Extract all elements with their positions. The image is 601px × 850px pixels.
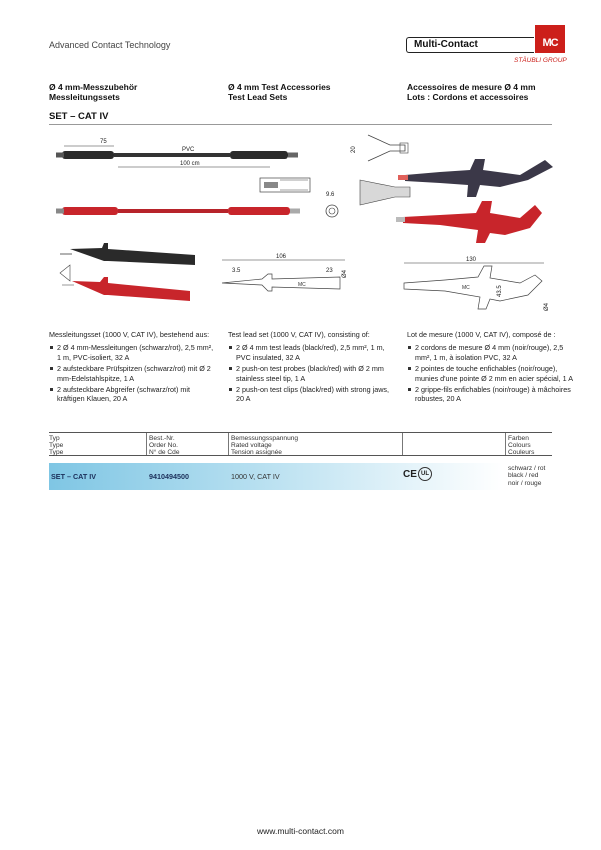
dim-clip-diameter: Ø4 [544,302,550,311]
row-colour-de: schwarz / rot [508,465,546,472]
col-divider [505,433,506,455]
description-de [49,330,217,406]
dim-probe-diameter: Ø4 [342,269,348,278]
title-en-line2: Test Lead Sets [228,92,288,102]
set-title: SET – CAT IV [49,111,109,122]
col-voltage-de: Bemessungsspannung [231,435,299,442]
description-fr-item: 2 pointes de touche enfichables (noir/rouge), munies d'une pointe Ø 2 mm en acier spécial, 1 A [407,364,575,383]
description-de-item: 2 aufsteckbare Abgreifer (schwarz/rot) mit kräftigen Klauen, 20 A [49,385,217,404]
col-order [149,435,180,457]
col-order-en: Order No. [149,442,178,450]
col-colours-en: Colours [508,442,531,450]
description-en-intro: Test lead set (1000 V, CAT IV), consisting of: [228,330,370,339]
dim-clip-width: 43.5 [497,285,503,297]
dim-probe-length: 106 [276,254,287,260]
description-en-item: 2 push-on test probes (black/red) with Ø 2 mm stainless steel tip, 1 A [228,364,396,383]
col-type-de: Typ [49,435,60,442]
dim-lead-length: 75 [100,139,107,145]
probe-drawing [222,254,348,291]
title-de-line1: Ø 4 mm-Messzubehör [49,82,138,92]
title-en [228,82,331,102]
red-test-lead [56,207,300,215]
col-order-fr: N° de Cde [149,449,180,457]
row-voltage: 1000 V, CAT IV [231,472,280,481]
title-fr-line1: Accessoires de mesure Ø 4 mm [407,82,536,92]
description-en [228,330,396,406]
clip-mc-mark: MC [462,285,470,291]
black-test-clip [398,159,553,197]
footer-url[interactable]: www.multi-contact.com [257,826,344,836]
dim-plug: 9.6 [326,192,335,198]
col-order-de: Best.-Nr. [149,435,175,442]
row-order-number: 9410494500 [149,472,189,481]
dim-probe-grip: 23 [326,268,333,274]
description-de-item: 2 aufsteckbare Prüfspitzen (schwarz/rot) mit Ø 2 mm-Edelstahlspitze, 1 A [49,364,217,383]
dim-clip-length: 130 [466,257,477,263]
probe-mc-mark: MC [298,282,306,288]
brand-logo: MC [535,25,565,53]
col-voltage-en: Rated voltage [231,442,272,450]
black-test-probe [60,243,195,265]
col-colours-de: Farben [508,435,529,442]
col-divider [228,433,229,455]
col-colours [508,435,534,457]
col-divider [146,433,147,455]
clip-drawing [404,257,550,311]
col-colours-fr: Couleurs [508,449,535,457]
red-test-clip [396,201,542,243]
row-type: SET – CAT IV [51,472,96,481]
black-test-lead [56,151,298,159]
ul-mark-icon: UL [418,467,432,481]
col-type [49,435,63,457]
description-en-item: 2 push-on test clips (black/red) with strong jaws, 20 A [228,385,396,404]
title-en-line1: Ø 4 mm Test Accessories [228,82,331,92]
dim-probe-tip: 3.5 [232,268,241,274]
clip-jaw-detail [351,135,410,205]
dim-clip-height: 20 [351,146,357,153]
col-voltage-fr: Tension assignée [231,449,282,457]
title-de-line2: Messleitungssets [49,92,120,102]
col-type-en: Type [49,442,64,450]
description-fr-item: 2 cordons de mesure Ø 4 mm (noir/rouge), 2,5 mm², 1 m, à isolation PVC, 32 A [407,343,575,362]
dim-pvc: PVC [182,147,195,153]
description-fr-intro: Lot de mesure (1000 V, CAT IV), composé de : [407,330,556,339]
group-name: STÄUBLI GROUP [514,57,567,64]
title-de [49,82,137,102]
probe-tip-detail [60,265,70,281]
col-divider [402,433,403,455]
dim-lead-total: 100 cm [180,161,200,167]
col-type-fr: Type [49,449,64,457]
row-colour-fr: noir / rouge [508,479,542,487]
col-voltage [231,435,298,457]
description-de-item: 2 Ø 4 mm-Messleitungen (schwarz/rot), 2,5 mm², 1 m, PVC-isoliert, 32 A [49,343,217,362]
product-illustration [0,125,601,325]
title-fr [407,82,536,102]
row-colour-en: black / red [508,472,539,480]
brand-name: Multi-Contact [414,39,478,50]
ce-mark-icon: CE [403,469,417,480]
description-fr-item: 2 grippe-fils enfichables (noir/rouge) à mâchoires robustes, 20 A [407,385,575,404]
description-de-intro: Messleitungsset (1000 V, CAT IV), bestehend aus: [49,330,210,339]
tagline: Advanced Contact Technology [49,40,171,50]
row-colours [508,465,545,487]
description-fr [407,330,575,406]
title-fr-line2: Lots : Cordons et accessoires [407,92,529,102]
order-table-header [49,432,552,456]
table-row [49,463,503,490]
description-en-item: 2 Ø 4 mm test leads (black/red), 2,5 mm², 1 m, PVC insulated, 32 A [228,343,396,362]
red-test-probe [62,277,190,301]
